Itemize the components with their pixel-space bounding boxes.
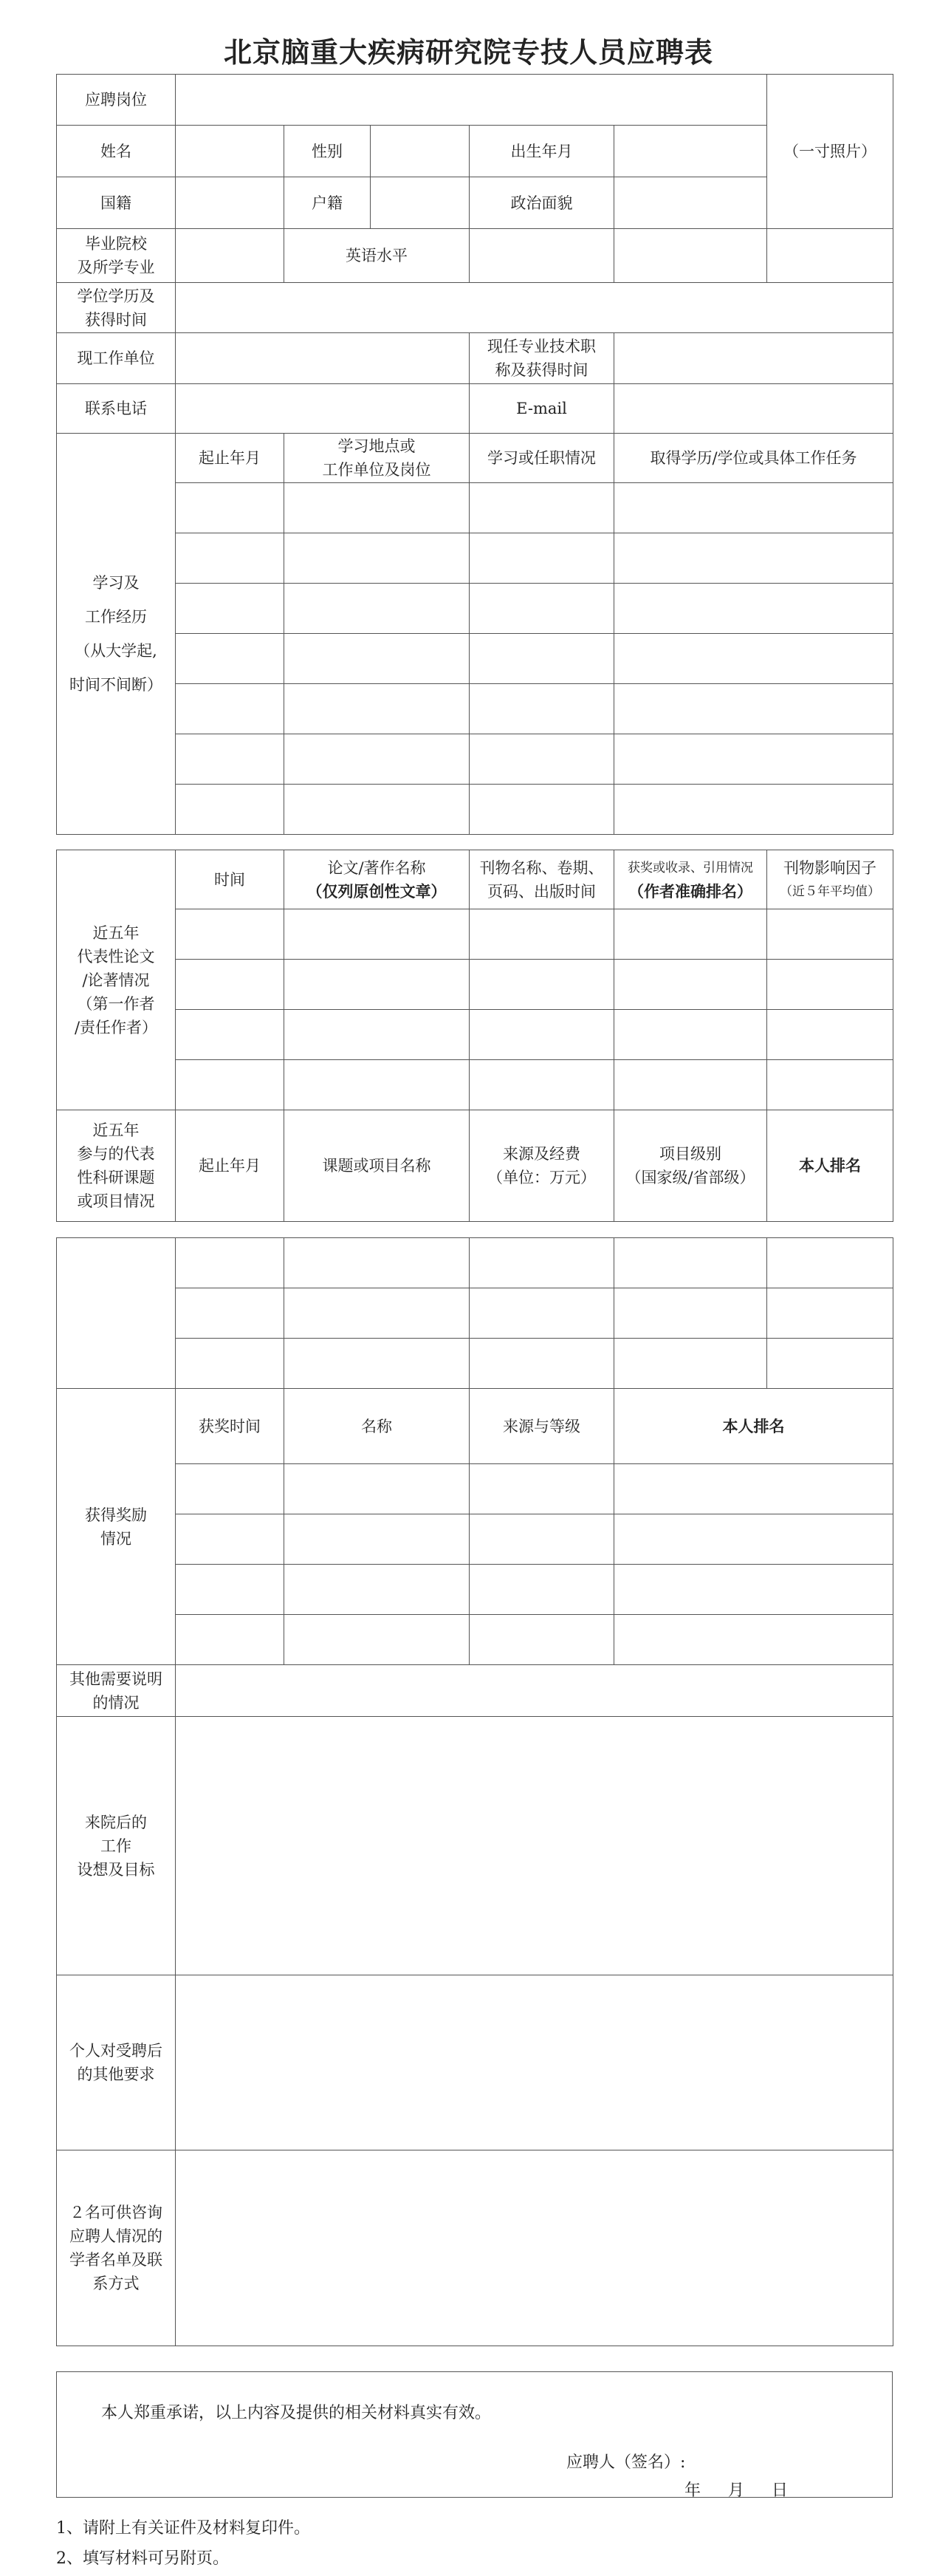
- pledge-text: 本人郑重承诺，以上内容及提供的相关材料真实有效。: [101, 2404, 492, 2422]
- table-row: [57, 909, 893, 960]
- proj-name-header: 课题或项目名称: [284, 1110, 470, 1222]
- table-row: [57, 1288, 893, 1339]
- table-row: [57, 1615, 893, 1665]
- application-table-part2: [56, 1237, 893, 2346]
- table-row: [57, 483, 893, 533]
- gender-cell: [284, 126, 470, 177]
- application-table-part1: [56, 74, 893, 835]
- row-plans: [57, 1717, 893, 1975]
- award-source-header: 来源与等级: [470, 1389, 614, 1464]
- english-field[interactable]: [470, 229, 614, 283]
- table-row: [57, 1514, 893, 1565]
- name-label: 姓名: [57, 126, 176, 177]
- gender-field[interactable]: [371, 126, 469, 177]
- plans-label: 来院后的 工作 设想及目标: [57, 1717, 176, 1975]
- signature-label[interactable]: 应聘人（签名）:: [566, 2453, 686, 2472]
- referees-label: ２名可供咨询 应聘人情况的 学者名单及联 系方式: [57, 2150, 176, 2346]
- birth-label: 出生年月: [470, 126, 614, 177]
- school-label: 毕业院校 及所学专业: [57, 229, 176, 283]
- table-row: [57, 1010, 893, 1060]
- table-row: [57, 684, 893, 734]
- politics-field[interactable]: [614, 177, 767, 229]
- award-name-header: 名称: [284, 1389, 470, 1464]
- degree-label: 学位学历及 获得时间: [57, 283, 176, 333]
- row-other: [57, 1665, 893, 1717]
- page-title: 北京脑重大疾病研究院专技人员应聘表: [223, 35, 713, 69]
- proj-period-header: 起止年月: [176, 1110, 284, 1222]
- position-label: 应聘岗位: [57, 75, 176, 126]
- nationality-field[interactable]: [176, 177, 284, 229]
- row-phone: [57, 384, 893, 434]
- table-row: [57, 584, 893, 634]
- table-row: [57, 1060, 893, 1110]
- table-row: [57, 634, 893, 684]
- phone-label: 联系电话: [57, 384, 176, 434]
- paper-journal-header: 刊物名称、卷期、 页码、出版时间: [470, 850, 614, 909]
- row-employer: [57, 333, 893, 384]
- proj-funding-header: 来源及经费 （单位：万元）: [470, 1110, 614, 1222]
- email-label: E-mail: [470, 384, 614, 434]
- gender-label: 性别: [284, 126, 371, 177]
- requests-label: 个人对受聘后 的其他要求: [57, 1975, 176, 2150]
- photo-bottom: [767, 229, 893, 283]
- note-2: 2、填写材料可另附页。: [56, 2549, 229, 2568]
- proj-rank-header: 本人排名: [767, 1110, 893, 1222]
- table-row: [57, 785, 893, 835]
- table-row: [57, 960, 893, 1010]
- table-row: [57, 1565, 893, 1615]
- awards-header: [57, 1389, 893, 1464]
- blank-cell: [614, 229, 767, 283]
- name-field[interactable]: [176, 126, 284, 177]
- nationality-label: 国籍: [57, 177, 176, 229]
- experience-label: 学习及 工作经历 （从大学起, 时间不间断）: [57, 434, 176, 835]
- award-time-header: 获奖时间: [176, 1389, 284, 1464]
- school-field[interactable]: [176, 229, 284, 283]
- row-requests: [57, 1975, 893, 2150]
- projects-cont-label: [57, 1238, 176, 1389]
- papers-header: [57, 850, 893, 909]
- table-row: [57, 1464, 893, 1514]
- hukou-cell: [284, 177, 470, 229]
- row-degree: [57, 283, 893, 333]
- exp-place-header: 学习地点或 工作单位及岗位: [284, 434, 470, 483]
- projects-label: 近五年 参与的代表 性科研课题 或项目情况: [57, 1110, 176, 1222]
- row-referees: [57, 2150, 893, 2346]
- degree-field[interactable]: [176, 283, 893, 333]
- table-row: [57, 533, 893, 584]
- papers-label: 近五年 代表性论文 /论著情况 （第一作者 /责任作者）: [57, 850, 176, 1110]
- phone-field[interactable]: [176, 384, 470, 434]
- photo-box[interactable]: （一寸照片）: [767, 75, 893, 229]
- email-field[interactable]: [614, 384, 893, 434]
- table-row: [57, 734, 893, 785]
- exp-duty-header: 学习或任职情况: [470, 434, 614, 483]
- award-rank-header: 本人排名: [614, 1389, 893, 1464]
- paper-title-header: 论文/著作名称 （仅列原创性文章）: [284, 850, 470, 909]
- row-position: [57, 75, 893, 126]
- politics-label: 政治面貌: [470, 177, 614, 229]
- paper-time-header: 时间: [176, 850, 284, 909]
- hukou-field[interactable]: [371, 177, 469, 228]
- employer-field[interactable]: [176, 333, 470, 384]
- requests-field[interactable]: [176, 1975, 893, 2150]
- exp-period-header: 起止年月: [176, 434, 284, 483]
- proj-level-header: 项目级别 （国家级/省部级）: [614, 1110, 767, 1222]
- employer-label: 现工作单位: [57, 333, 176, 384]
- note-1: 1、请附上有关证件及材料复印件。: [56, 2519, 310, 2538]
- application-table-part1b: [56, 850, 893, 1222]
- other-field[interactable]: [176, 1665, 893, 1717]
- row-school: [57, 229, 893, 283]
- experience-header: [57, 434, 893, 483]
- exp-result-header: 取得学历/学位或具体工作任务: [614, 434, 893, 483]
- pledge-box: [56, 2371, 893, 2498]
- title-label: 现任专业技术职 称及获得时间: [470, 333, 614, 384]
- english-label: 英语水平: [284, 229, 470, 283]
- other-label: 其他需要说明 的情况: [57, 1665, 176, 1717]
- signature-date[interactable]: 年 月 日: [684, 2481, 788, 2500]
- plans-field[interactable]: [176, 1717, 893, 1975]
- paper-if-header: 刊物影响因子 （近５年平均值）: [767, 850, 893, 909]
- birth-field[interactable]: [614, 126, 767, 177]
- table-row: [57, 1339, 893, 1389]
- projects-header: [57, 1110, 893, 1222]
- title-field[interactable]: [614, 333, 893, 384]
- table-row: [57, 1238, 893, 1288]
- awards-label: 获得奖励 情况: [57, 1389, 176, 1665]
- paper-cite-header: 获奖或收录、引用情况 （作者准确排名）: [614, 850, 767, 909]
- referees-field[interactable]: [176, 2150, 893, 2346]
- position-field[interactable]: [176, 75, 767, 126]
- hukou-label: 户籍: [284, 177, 371, 228]
